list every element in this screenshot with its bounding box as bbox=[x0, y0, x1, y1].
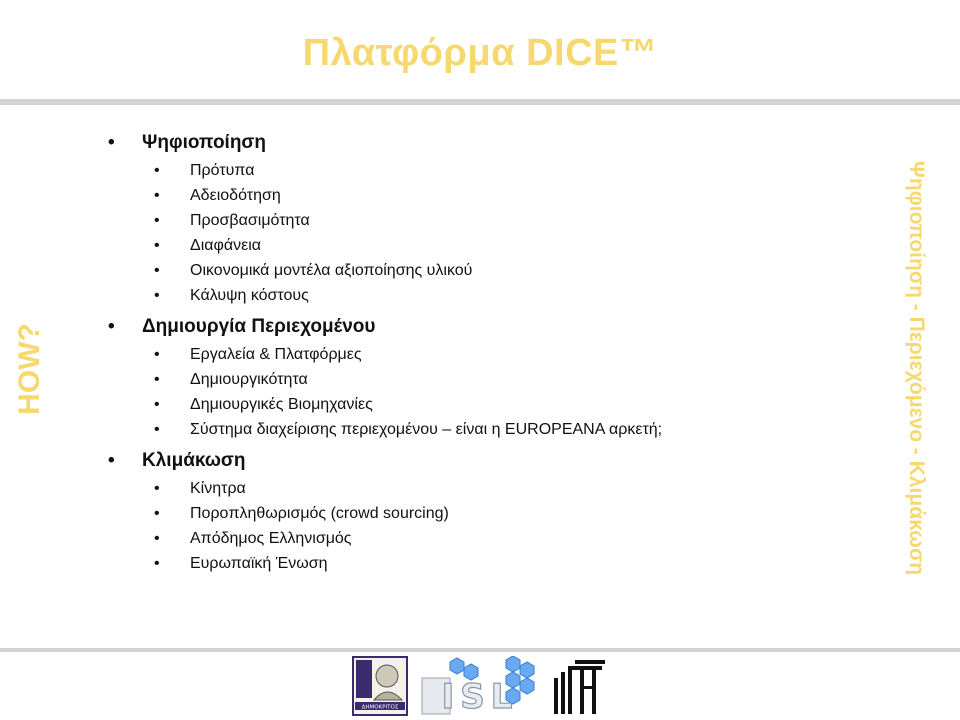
isl-logo-text: ISL bbox=[441, 677, 519, 716]
bullet-icon: • bbox=[154, 262, 160, 279]
top-divider bbox=[0, 99, 960, 105]
university-logo bbox=[550, 656, 608, 716]
demokritos-logo bbox=[352, 656, 408, 716]
list-item: • Πρότυπα bbox=[108, 158, 828, 183]
bullet-icon: • bbox=[154, 505, 160, 522]
bullet-icon: • bbox=[154, 371, 160, 388]
bullet-icon: • bbox=[154, 396, 160, 413]
bullet-icon: • bbox=[154, 530, 160, 547]
section-heading: • Ψηφιοποίηση bbox=[108, 128, 828, 158]
list-item: • Δημιουργικές Βιομηχανίες bbox=[108, 392, 828, 417]
section-content-creation bbox=[108, 312, 828, 442]
list-item: • Κίνητρα bbox=[108, 476, 828, 501]
list-item: • Σύστημα διαχείρισης περιεχομένου – είναι η EUROPEANA αρκετή; bbox=[108, 417, 828, 442]
bullet-icon: • bbox=[154, 346, 160, 363]
list-item: • Κάλυψη κόστους bbox=[108, 283, 828, 308]
section-digitization bbox=[108, 128, 828, 308]
list-item: • Οικονομικά μοντέλα αξιοποίησης υλικού bbox=[108, 258, 828, 283]
list-item: • Ευρωπαϊκή Ένωση bbox=[108, 551, 828, 576]
bullet-icon: • bbox=[154, 162, 160, 179]
list-item: • Δημιουργικότητα bbox=[108, 367, 828, 392]
list-item: • Απόδημος Ελληνισμός bbox=[108, 526, 828, 551]
section-heading: • Δημιουργία Περιεχομένου bbox=[108, 312, 828, 342]
demokritos-logo-text: ΔΗΜΟΚΡΙΤΟΣ bbox=[361, 704, 399, 711]
bullet-icon: • bbox=[108, 132, 115, 153]
bullet-icon: • bbox=[154, 555, 160, 572]
section-heading: • Κλιμάκωση bbox=[108, 446, 828, 476]
list-item: • Διαφάνεια bbox=[108, 233, 828, 258]
logo-strip bbox=[0, 656, 960, 718]
bullet-icon: • bbox=[108, 450, 115, 471]
side-label-topics: Ψηφιοποίηση - Περιεχόμενο - Κλιμάκωση bbox=[905, 160, 928, 576]
list-item: • Εργαλεία & Πλατφόρμες bbox=[108, 342, 828, 367]
list-item: • Προσβασιμότητα bbox=[108, 208, 828, 233]
bullet-list bbox=[108, 128, 828, 580]
slide-title: Πλατφόρμα DICE™ bbox=[302, 32, 658, 74]
bullet-icon: • bbox=[154, 212, 160, 229]
bullet-icon: • bbox=[154, 187, 160, 204]
bullet-icon: • bbox=[154, 421, 160, 438]
bullet-icon: • bbox=[108, 316, 115, 337]
bullet-icon: • bbox=[154, 287, 160, 304]
list-item: • Πορoπληθωρισμός (crowd sourcing) bbox=[108, 501, 828, 526]
section-scaling bbox=[108, 446, 828, 576]
bullet-icon: • bbox=[154, 480, 160, 497]
side-label-how: HOW? bbox=[13, 323, 46, 415]
bullet-icon: • bbox=[154, 237, 160, 254]
isl-logo bbox=[420, 656, 542, 716]
bottom-divider bbox=[0, 648, 960, 652]
list-item: • Αδειοδότηση bbox=[108, 183, 828, 208]
